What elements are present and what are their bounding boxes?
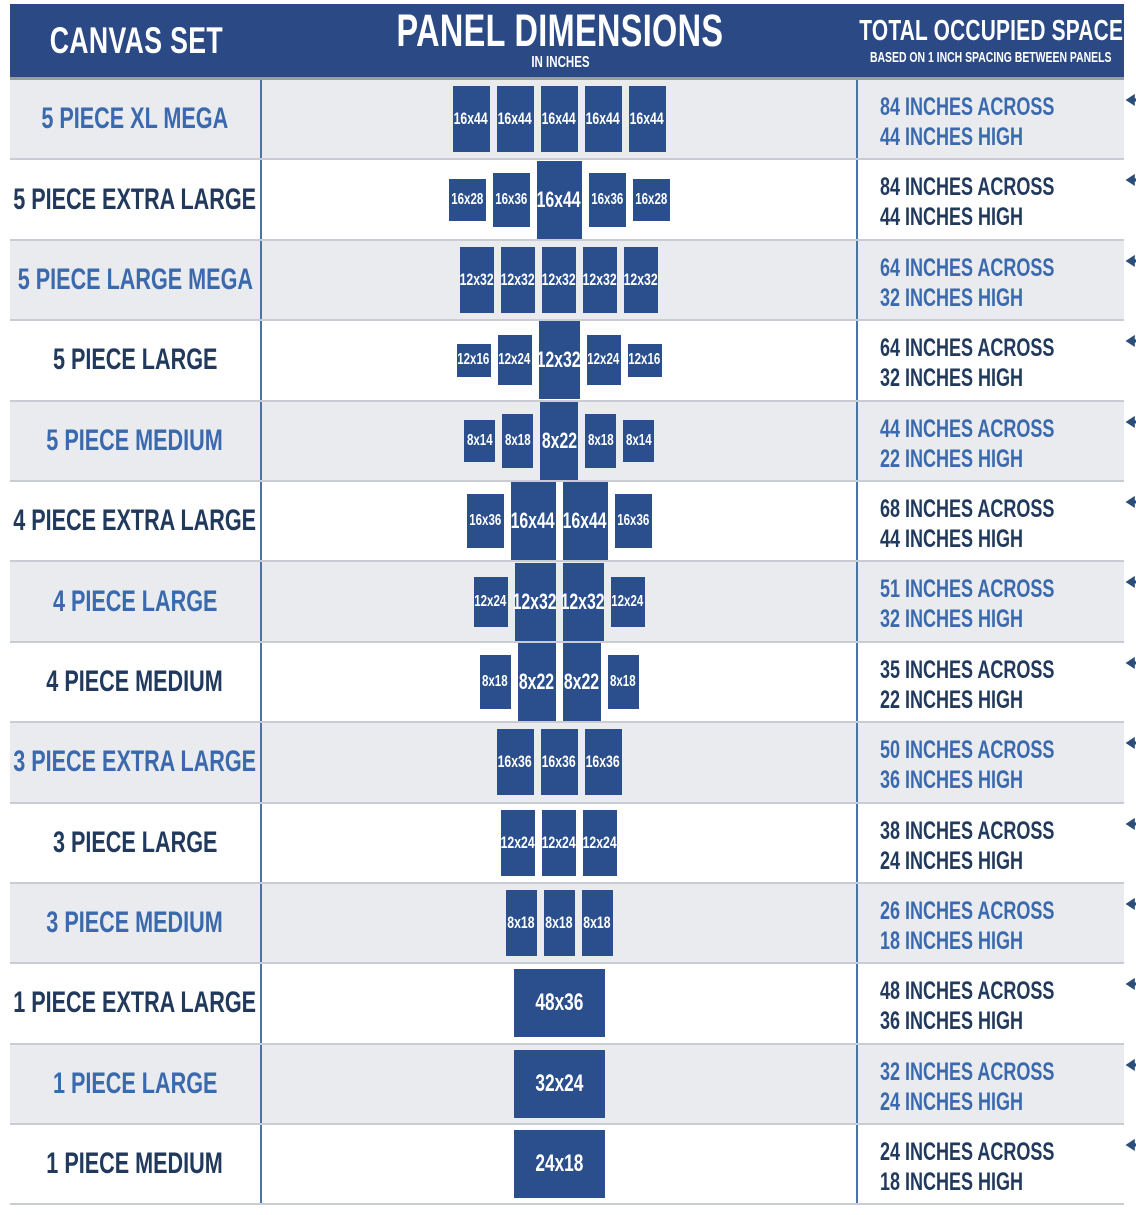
canvas-panel [512,563,558,641]
occupied-space-across: 44 INCHES ACROSS [880,414,1055,443]
occupied-space-text [880,489,1122,560]
occupied-space-across: 68 INCHES ACROSS [880,494,1055,523]
panel-dimension-label: 12x24 [498,351,531,369]
table-row [10,723,1124,803]
canvas-set-label: 3 PIECE EXTRA LARGE [13,745,257,779]
panel-dimension-label: 16x44 [536,186,582,212]
double-headed-horizontal-arrow-icon [1122,575,1136,589]
canvas-panel [467,494,504,548]
canvas-set-label: 4 PIECE MEDIUM [46,664,224,698]
occupied-space-across: 51 INCHES ACROSS [880,575,1055,604]
double-headed-horizontal-arrow-icon [1122,173,1136,187]
canvas-set-cell [10,804,262,882]
double-headed-horizontal-arrow-icon [1122,736,1136,750]
occupied-space-arrows [1122,730,1136,801]
occupied-space-text [880,971,1122,1042]
canvas-panel [464,420,495,462]
double-headed-horizontal-arrow-icon [1122,977,1136,991]
occupied-space-text [880,891,1122,962]
canvas-panel [457,344,491,377]
canvas-set-cell [10,1045,262,1123]
panel-dimension-label: 12x24 [611,592,644,610]
panel-dimension-label: 8x22 [563,668,600,694]
panel-dimension-label: 12x32 [536,347,582,373]
canvas-set-cell [10,482,262,560]
panel-dimension-label: 8x18 [610,672,636,690]
canvas-set-cell [10,80,262,158]
canvas-panel [544,890,575,956]
canvas-panel [536,321,582,399]
header-total-occupied-space [858,4,1124,77]
canvas-panel [585,86,622,152]
occupied-space-across: 38 INCHES ACROSS [880,816,1055,845]
table-row [10,402,1124,482]
occupied-space-high: 24 INCHES HIGH [880,1087,1024,1116]
panel-dimensions-cell [262,643,858,721]
canvas-panel [608,655,639,709]
double-headed-horizontal-arrow-icon [1122,254,1136,268]
occupied-space-arrows [1122,328,1136,399]
occupied-space-arrows [1122,167,1136,238]
panel-dimension-label: 8x14 [466,431,493,449]
canvas-set-label: 1 PIECE LARGE [52,1066,218,1100]
panel-dimension-label: 16x36 [616,512,650,530]
occupied-space-arrows [1122,248,1136,319]
table-row [10,964,1124,1044]
canvas-set-cell [10,562,262,640]
occupied-space-arrows [1122,1132,1136,1203]
panel-dimension-label: 12x16 [457,351,490,369]
canvas-set-cell [10,160,262,238]
canvas-panel [628,344,662,377]
occupied-space-text [880,650,1122,721]
occupied-space-cell [858,80,1124,158]
double-headed-horizontal-arrow-icon [1122,817,1136,831]
occupied-space-text [880,248,1122,319]
occupied-space-text [880,167,1122,238]
panel-dimension-label: 16x36 [585,752,621,772]
canvas-panel [449,179,486,221]
table-row [10,1125,1124,1205]
panel-dimensions-cell [262,160,858,238]
canvas-set-cell [10,884,262,962]
double-headed-horizontal-arrow-icon [1122,897,1136,911]
occupied-space-high: 44 INCHES HIGH [880,524,1024,553]
panel-dimension-label: 16x28 [450,190,484,208]
header-total-occupied-space-title: TOTAL OCCUPIED SPACE [859,15,1123,47]
occupied-space-across: 35 INCHES ACROSS [880,655,1055,684]
occupied-space-cell [858,562,1124,640]
occupied-space-across: 48 INCHES ACROSS [880,977,1055,1006]
canvas-set-label: 3 PIECE LARGE [52,825,218,859]
occupied-space-across: 84 INCHES ACROSS [880,173,1055,202]
occupied-space-across: 26 INCHES ACROSS [880,896,1055,925]
occupied-space-cell [858,643,1124,721]
occupied-space-arrows [1122,409,1136,480]
table-header [10,4,1124,80]
occupied-space-text [880,1132,1122,1203]
panel-dimension-label: 12x32 [560,588,606,614]
panel-dimension-label: 8x14 [625,431,652,449]
canvas-panel [563,643,601,721]
occupied-space-high: 22 INCHES HIGH [880,685,1024,714]
occupied-space-high: 44 INCHES HIGH [880,203,1024,232]
occupied-space-cell [858,964,1124,1042]
double-headed-horizontal-arrow-icon [1122,656,1136,670]
panel-dimensions-cell [262,321,858,399]
panel-dimension-label: 12x32 [582,269,618,289]
occupied-space-high: 32 INCHES HIGH [880,364,1024,393]
panel-dimensions-cell [262,482,858,560]
panel-dimensions-cell [262,562,858,640]
table-row [10,804,1124,884]
occupied-space-high: 36 INCHES HIGH [880,766,1024,795]
double-headed-horizontal-arrow-icon [1122,93,1136,107]
occupied-space-cell [858,1045,1124,1123]
panel-dimension-label: 48x36 [534,989,584,1017]
canvas-panel [518,643,556,721]
panel-dimension-label: 12x24 [582,832,618,852]
panel-dimensions-cell [262,1125,858,1203]
panel-dimension-label: 16x36 [468,512,502,530]
canvas-set-label: 5 PIECE EXTRA LARGE [13,182,257,216]
table-row [10,643,1124,723]
panel-dimensions-cell [262,884,858,962]
header-panel-dimensions [262,4,858,77]
panel-dimension-label: 12x32 [541,269,577,289]
size-chart [10,4,1124,1205]
panel-dimension-label: 12x32 [500,269,536,289]
double-headed-horizontal-arrow-icon [1122,1138,1136,1152]
occupied-space-across: 24 INCHES ACROSS [880,1138,1055,1167]
panel-dimensions-cell [262,964,858,1042]
panel-dimension-label: 12x32 [512,588,558,614]
canvas-panel [582,890,613,956]
canvas-panel [583,810,617,876]
canvas-panel [497,86,534,152]
panel-dimension-label: 8x22 [518,668,555,694]
occupied-space-arrows [1122,489,1136,560]
panel-dimensions-cell [262,241,858,319]
occupied-space-arrows [1122,1052,1136,1123]
canvas-panel [497,729,534,795]
panel-dimension-label: 16x36 [497,752,533,772]
occupied-space-cell [858,804,1124,882]
canvas-panel [453,86,490,152]
canvas-panel [624,247,658,313]
canvas-panel [589,173,626,227]
occupied-space-arrows [1122,971,1136,1042]
occupied-space-cell [858,160,1124,238]
panel-dimension-label: 8x18 [545,913,573,933]
panel-dimension-label: 12x24 [474,592,507,610]
canvas-panel [629,86,666,152]
panel-dimensions-cell [262,723,858,801]
occupied-space-across: 32 INCHES ACROSS [880,1057,1055,1086]
table-row [10,884,1124,964]
canvas-set-cell [10,1125,262,1203]
double-headed-horizontal-arrow-icon [1122,415,1136,429]
table-row [10,1045,1124,1125]
canvas-set-label: 4 PIECE EXTRA LARGE [13,504,257,538]
canvas-panel [474,577,508,627]
occupied-space-arrows [1122,811,1136,882]
canvas-panel [460,247,494,313]
panel-dimension-label: 12x24 [500,832,536,852]
panel-dimension-label: 8x18 [507,913,535,933]
panel-dimension-label: 16x44 [629,109,665,129]
table-row [10,241,1124,321]
table-row [10,160,1124,240]
canvas-set-label: 3 PIECE MEDIUM [46,906,224,940]
canvas-panel [498,335,532,385]
occupied-space-high: 22 INCHES HIGH [880,444,1024,473]
panel-dimension-label: 12x16 [628,351,661,369]
panel-dimension-label: 12x24 [541,832,577,852]
panel-dimension-label: 8x18 [482,672,508,690]
occupied-space-text [880,730,1122,801]
canvas-panel [537,161,582,239]
panel-dimensions-cell [262,402,858,480]
canvas-panel [563,482,608,560]
canvas-set-label: 5 PIECE LARGE [52,343,218,377]
canvas-panel [511,482,556,560]
canvas-panel [585,729,622,795]
occupied-space-arrows [1122,650,1136,721]
occupied-space-cell [858,321,1124,399]
canvas-panel [611,577,645,627]
double-headed-horizontal-arrow-icon [1122,1058,1136,1072]
occupied-space-high: 32 INCHES HIGH [880,605,1024,634]
occupied-space-arrows [1122,891,1136,962]
occupied-space-high: 32 INCHES HIGH [880,283,1024,312]
canvas-panel [514,1130,605,1198]
canvas-panel [542,810,576,876]
occupied-space-cell [858,884,1124,962]
canvas-panel [560,563,606,641]
panel-dimensions-cell [262,80,858,158]
panel-dimension-label: 16x36 [590,190,624,208]
occupied-space-text [880,811,1122,882]
panel-dimension-label: 16x44 [510,508,556,534]
canvas-panel [502,414,533,468]
occupied-space-cell [858,402,1124,480]
canvas-set-label: 5 PIECE XL MEGA [41,102,229,136]
canvas-panel [633,179,670,221]
canvas-panel [514,1050,605,1118]
canvas-panel [541,86,578,152]
occupied-space-across: 84 INCHES ACROSS [880,93,1055,121]
panel-dimension-label: 16x44 [585,109,621,129]
occupied-space-text [880,328,1122,399]
canvas-set-cell [10,241,262,319]
canvas-set-label: 1 PIECE MEDIUM [46,1147,224,1181]
occupied-space-text [880,87,1122,158]
panel-dimensions-cell [262,1045,858,1123]
occupied-space-high: 18 INCHES HIGH [880,926,1024,955]
panel-dimension-label: 16x44 [497,109,533,129]
canvas-set-cell [10,402,262,480]
double-headed-horizontal-arrow-icon [1122,495,1136,509]
occupied-space-high: 18 INCHES HIGH [880,1168,1024,1197]
canvas-panel [540,402,578,480]
canvas-panel [493,173,530,227]
canvas-set-cell [10,964,262,1042]
header-total-occupied-space-subtitle: BASED ON 1 INCH SPACING BETWEEN PANELS [870,50,1112,66]
occupied-space-cell [858,1125,1124,1203]
canvas-panel [506,890,537,956]
occupied-space-cell [858,241,1124,319]
occupied-space-text [880,569,1122,640]
occupied-space-high: 24 INCHES HIGH [880,846,1024,875]
canvas-set-cell [10,321,262,399]
panel-dimension-label: 16x44 [541,109,577,129]
occupied-space-cell [858,723,1124,801]
occupied-space-arrows [1122,87,1136,158]
table-body [10,80,1124,1205]
double-headed-horizontal-arrow-icon [1122,334,1136,348]
panel-dimension-label: 24x18 [534,1150,584,1178]
canvas-panel [541,729,578,795]
panel-dimension-label: 16x44 [453,109,489,129]
panel-dimension-label: 16x28 [634,190,668,208]
canvas-panel [615,494,652,548]
canvas-set-label: 5 PIECE MEDIUM [46,423,224,457]
canvas-set-label: 4 PIECE LARGE [52,584,218,618]
canvas-set-label: 5 PIECE LARGE MEGA [17,262,253,296]
canvas-panel [542,247,576,313]
occupied-space-across: 50 INCHES ACROSS [880,736,1055,765]
table-row [10,321,1124,401]
canvas-panel [480,655,511,709]
canvas-set-cell [10,643,262,721]
canvas-panel [583,247,617,313]
canvas-set-cell [10,723,262,801]
canvas-panel [623,420,654,462]
occupied-space-across: 64 INCHES ACROSS [880,253,1055,282]
panel-dimension-label: 12x32 [459,269,495,289]
occupied-space-cell [858,482,1124,560]
occupied-space-text [880,1052,1122,1123]
panel-dimension-label: 16x36 [541,752,577,772]
table-row [10,80,1124,160]
panel-dimension-label: 16x44 [562,508,608,534]
canvas-panel [514,969,605,1037]
panel-dimension-label: 12x24 [587,351,620,369]
panel-dimension-label: 16x36 [494,190,528,208]
table-row [10,482,1124,562]
panel-dimension-label: 8x22 [541,427,577,453]
panel-dimension-label: 32x24 [534,1069,584,1097]
occupied-space-arrows [1122,569,1136,640]
header-canvas-set [10,4,262,77]
panel-dimension-label: 12x32 [623,269,659,289]
canvas-set-label: 1 PIECE EXTRA LARGE [13,986,257,1020]
canvas-panel [501,810,535,876]
panel-dimension-label: 8x18 [583,913,611,933]
occupied-space-across: 64 INCHES ACROSS [880,334,1055,363]
occupied-space-text [880,409,1122,480]
canvas-panel [501,247,535,313]
table-row [10,562,1124,642]
header-panel-dimensions-subtitle: IN INCHES [530,54,590,72]
panel-dimension-label: 8x18 [504,431,531,449]
header-canvas-set-label: CANVAS SET [49,19,223,61]
header-panel-dimensions-title: PANEL DIMENSIONS [396,4,724,56]
canvas-panel [585,414,616,468]
panel-dimensions-cell [262,804,858,882]
occupied-space-high: 36 INCHES HIGH [880,1007,1024,1036]
canvas-panel [587,335,621,385]
occupied-space-high: 44 INCHES HIGH [880,123,1024,151]
panel-dimension-label: 8x18 [587,431,614,449]
